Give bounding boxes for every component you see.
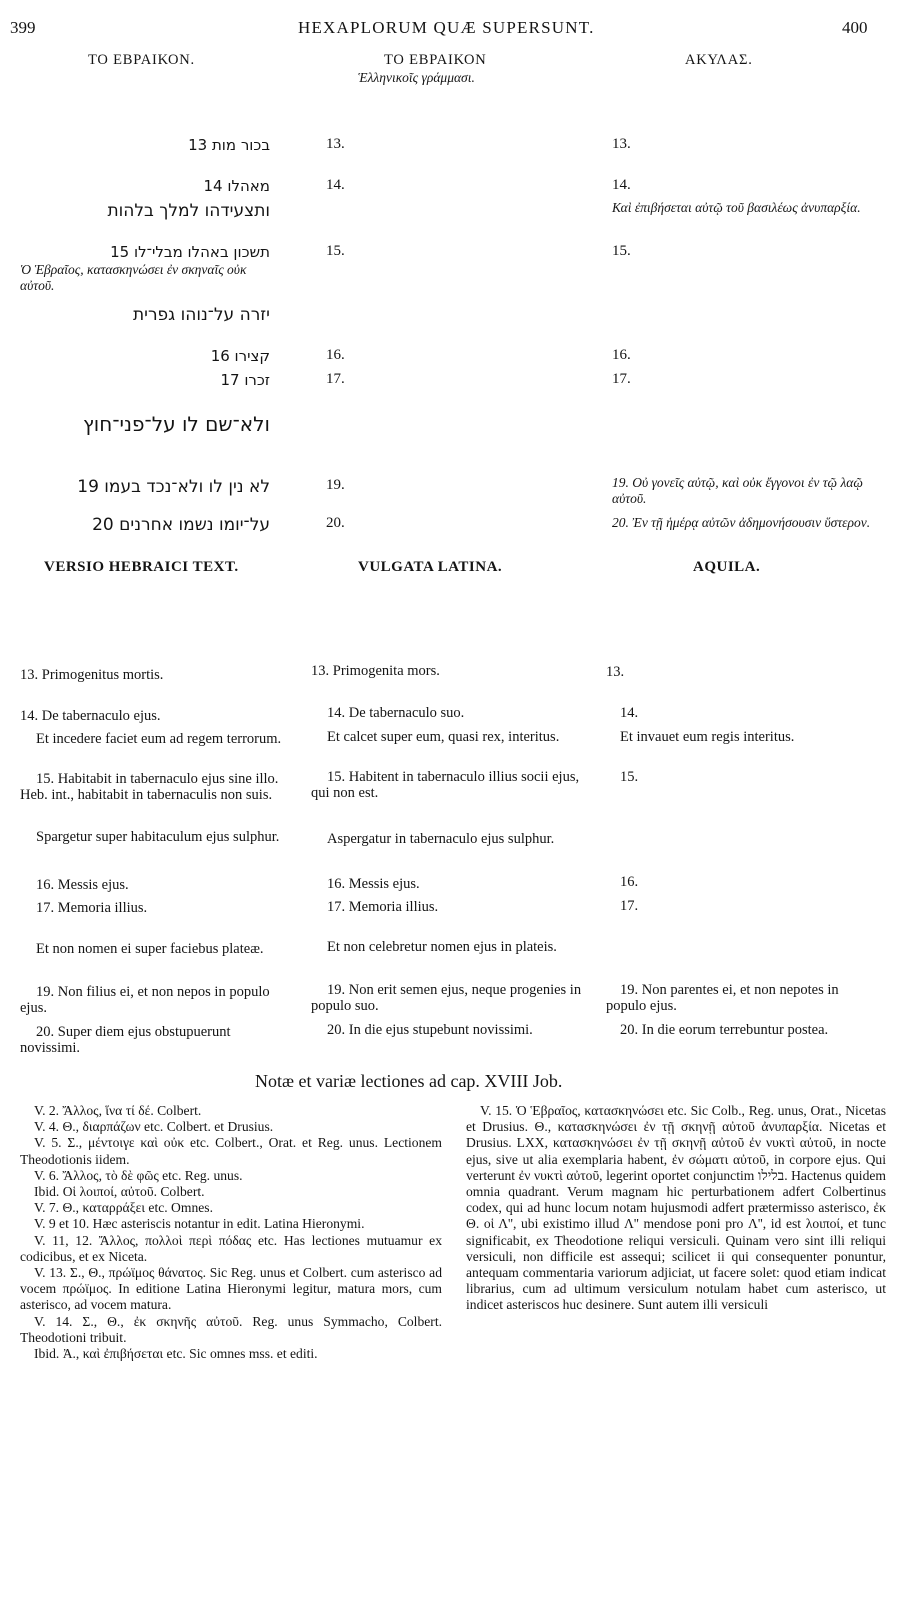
verse-number: 17. (326, 371, 345, 387)
verse-number: 15. (326, 243, 345, 259)
latin-versio-line: Et incedere faciet eum ad regem terrorum. (36, 731, 282, 747)
aquila-latin-line: 13. (606, 664, 625, 680)
note-entry: V. 4. Θ., διαρπάζων etc. Colbert. et Drusius. (34, 1119, 274, 1135)
verse-number: 16. (326, 347, 345, 363)
hebrew-line: לא נין לו ולא־נכד בעמו 19 (77, 477, 270, 497)
vulgata-line: 14. De tabernaculo suo. (327, 705, 465, 721)
col-head-aquila: ΑΚΥΛΑΣ. (685, 52, 753, 68)
notes-right-column (466, 1103, 886, 1314)
note-entry: V. 7. Θ., καταρράξει etc. Omnes. (34, 1200, 213, 1216)
section-head-aquila: AQUILA. (693, 559, 761, 575)
aquila-latin-line: Et invauet eum regis interitus. (620, 729, 795, 745)
hebrew-line: יזרה על־נוהו גפרית (132, 305, 270, 325)
latin-versio-line: 17. Memoria illius. (36, 900, 148, 916)
vulgata-line: 16. Messis ejus. (327, 876, 420, 892)
running-title: HEXAPLORUM QUÆ SUPERSUNT. (298, 18, 595, 37)
aquila-verse: 17. (612, 371, 631, 387)
vulgata-line: 13. Primogenita mors. (311, 663, 440, 679)
note-entry: V. 15. Ὁ Ἑβραῖος, κατασκηνώσει etc. Sic Colb., Reg. unus, Orat., Nicetas et Drusius. Θ., κατασκηνώσει ἐν τῇ σκηνῇ αὐτοῦ ἀνυπαρξία. Nicetas et Drusius. LXX, κατασκηνώσει ἐν τῇ σκηνῇ αὐτοῦ ἐν νυκτὶ αὐτοῦ, in nocte ejus, sive ut alia exemplaria habent, ἐν σώματι αὐτοῦ, in corpore ejus. Qui verterunt ἐν νυκτὶ αὐτοῦ, legerint oportet conjunctim בלילו. Hactenus quidem omnia quadrant. Verum magnam hic perturbationem adfert Colbertinus codex, qui ad hunc locum notam hujusmodi adfert prætermisso asterisco, ἐκ Θ. οἱ Λ'', ubi existimo illud Λ'' mendose poni pro Λ'', id est λοιποί, et tunc significabit, ex Theodotione reliqui versiculi. Quinam vero sint illi reliqui versiculi, non difficile est assequi; scilicet ii qui consequenter ponuntur, antequam commentaria variorum adjiciat, ut facere solet: quod etiam indicat librarius, cum ad ultimum versiculum notulam habet cum asterisco, ut indicet asteriscos huc desinere. Sunt autem illi versiculi (466, 1103, 886, 1313)
verse-number: 20. (326, 515, 345, 531)
aquila-verse: 14. (612, 177, 631, 193)
latin-versio-line: 15. Habitabit in tabernaculo ejus sine illo. Heb. int., habitabit in tabernaculis non suis. (20, 771, 279, 803)
aquila-latin-line: 14. (620, 705, 639, 721)
note-entry: V. 13. Σ., Θ., πρώϊμος θάνατος. Sic Reg. unus et Colbert. cum asterisco ad vocem πρώϊμος. In editione Latina Hieronymi legitur, matura mors, cum asterisco, ad vocem matura. (20, 1265, 442, 1313)
notes-left-column (20, 1103, 442, 1362)
verse-number: 14. (326, 177, 345, 193)
verse-number: 13. (326, 136, 345, 152)
aquila-latin-line: 20. In die eorum terrebuntur postea. (620, 1022, 829, 1038)
hebrew-line: מאהלו 14 (203, 177, 270, 195)
note-entry: Ibid. Οἱ λοιποί, αὐτοῦ. Colbert. (34, 1184, 205, 1200)
page-number-right: 400 (842, 18, 868, 37)
aquila-latin-line: 17. (620, 898, 639, 914)
aquila-greek-text: 19. Οὐ γονεῖς αὐτῷ, καὶ οὐκ ἔγγονοι ἐν τῷ λαῷ αὐτοῦ. (612, 475, 863, 506)
note-entry: V. 5. Σ., μέντοιγε καὶ οὐκ etc. Colbert., Orat. et Reg. unus. Lectionem Theodotionis iidem. (20, 1135, 442, 1167)
hebrew-line: ותצעידהו למלך בלהות (107, 201, 270, 221)
note-entry: V. 9 et 10. Hæc asteriscis notantur in edit. Latina Hieronymi. (34, 1216, 365, 1232)
note-entry: V. 11, 12. Ἄλλος, πολλοὶ περὶ πόδας etc. Has lectiones mutuamur ex codicibus, et ex Niceta. (20, 1232, 442, 1264)
latin-versio-line: 19. Non filius ei, et non nepos in populo ejus. (20, 984, 270, 1016)
vulgata-line: Et non celebretur nomen ejus in plateis. (327, 939, 557, 955)
hebraeus-greek-note: Ὁ Ἑβραῖος, κατασκηνώσει ἐν σκηναῖς οὐκ αὐτοῦ. (20, 262, 247, 293)
latin-versio-line: 13. Primogenitus mortis. (20, 667, 164, 683)
col-subhead-greek-letters: Ἑλληνικοῖς γράμμασι. (358, 70, 475, 85)
latin-versio-line: 20. Super diem ejus obstupuerunt novissimi. (20, 1024, 231, 1056)
note-entry: V. 2. Ἄλλος, ἵνα τί δέ. Colbert. (34, 1103, 202, 1118)
latin-versio-line: Spargetur super habitaculum ejus sulphur. (36, 829, 280, 845)
vulgata-line: Aspergatur in tabernaculo ejus sulphur. (327, 831, 555, 847)
vulgata-line: 17. Memoria illius. (327, 899, 439, 915)
hebrew-line: תשכון באהלו מבלי־לו 15 (110, 243, 270, 261)
note-entry: Ibid. Ἀ., καὶ ἐπιβήσεται etc. Sic omnes mss. et editi. (34, 1346, 318, 1362)
aquila-verse: 16. (612, 347, 631, 363)
notes-title: Notæ et variæ lectiones ad cap. XVIII Job. (255, 1071, 563, 1091)
aquila-greek-text: 20. Ἐν τῇ ἡμέρᾳ αὐτῶν ἀδημονήσουσιν ὕστερον. (612, 515, 871, 530)
vulgata-line: 15. Habitent in tabernaculo illius socii ejus, qui non est. (311, 769, 580, 801)
latin-versio-line: 14. De tabernaculo ejus. (20, 708, 161, 724)
section-head-vulgata: VULGATA LATINA. (358, 559, 503, 575)
aquila-verse: 15. (612, 243, 631, 259)
hebrew-line: על־יומו נשמו אחרנים 20 (92, 515, 270, 535)
hebrew-line: בכור מות 13 (188, 136, 270, 154)
hebrew-line: זכרו 17 (220, 371, 270, 389)
col-head-hebrew: ΤΟ ΕΒΡΑΙΚΟΝ. (88, 52, 195, 68)
page-number-left: 399 (10, 18, 36, 37)
hebrew-line: ולא־שם לו על־פני־חוץ (83, 412, 270, 436)
verse-number: 19. (326, 477, 345, 493)
note-entry: V. 6. Ἄλλος, τὸ δὲ φῶς etc. Reg. unus. (34, 1167, 243, 1183)
latin-versio-line: 16. Messis ejus. (36, 877, 129, 893)
col-head-hebrew-greek: ΤΟ ΕΒΡΑΙΚΟΝ (384, 52, 487, 68)
aquila-greek-text: Καὶ ἐπιβήσεται αὐτῷ τοῦ βασιλέως ἀνυπαρξία. (612, 200, 861, 215)
aquila-latin-line: 15. (620, 769, 639, 785)
aquila-verse: 13. (612, 136, 631, 152)
section-head-versio: VERSIO HEBRAICI TEXT. (44, 559, 239, 575)
note-entry: V. 14. Σ., Θ., ἐκ σκηνῆς αὐτοῦ. Reg. unus Symmacho, Colbert. Theodotioni tribuit. (20, 1313, 442, 1345)
vulgata-line: 20. In die ejus stupebunt novissimi. (327, 1022, 533, 1038)
vulgata-line: 19. Non erit semen ejus, neque progenies in populo suo. (311, 982, 582, 1014)
aquila-latin-line: 16. (620, 874, 639, 890)
latin-versio-line: Et non nomen ei super faciebus plateæ. (36, 941, 264, 957)
vulgata-line: Et calcet super eum, quasi rex, interitus. (327, 729, 560, 745)
hebrew-line: קצירו 16 (210, 347, 270, 365)
aquila-latin-line: 19. Non parentes ei, et non nepotes in populo ejus. (606, 982, 839, 1014)
